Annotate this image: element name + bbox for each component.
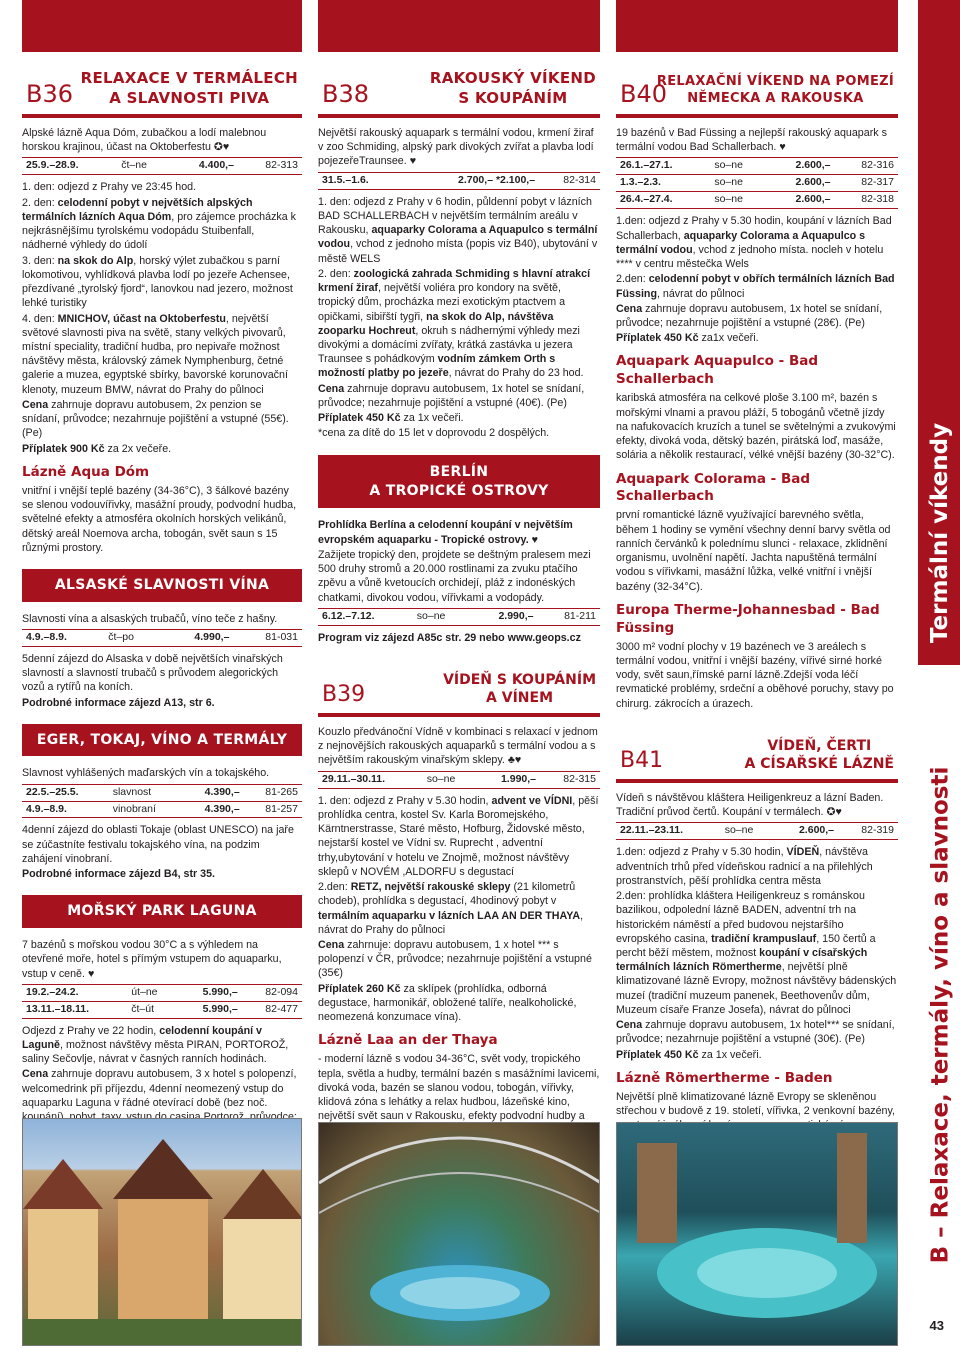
date-row[interactable]: 1.3.–2.3. so–ne 2.600,– 82-317	[616, 175, 898, 192]
date-table	[22, 784, 302, 819]
eger-banner: EGER, TOKAJ, VÍNO A TERMÁLY	[22, 724, 302, 757]
price-includes: Cena zahrnuje dopravu autobusem, 3 x hotel s polopenzí, welcomedrink při příjezdu, 4denní neomezený vstup do aquaparku Laguna v řádné otevírací době (bez noč.	[22, 1068, 297, 1109]
section-text: první romantické lázně využívající barevného světla, během 1 hodiny se vymění všechny denní barvy světla od ranních červánků k polednímu slunci - relaxace, zklidnění organismu, uvolnění napětí. Jachta napuštěná termální vodou s vířivkami, masážní lůžka, velké vnitřní i vnější bazény (32-34°C).	[616, 509, 891, 593]
date-table	[318, 771, 600, 789]
b41-body	[616, 783, 898, 1133]
tour-title: VÍDEŇ, ČERTI A CÍSAŘSKÉ LÁZNĚ	[744, 737, 894, 772]
date-row[interactable]: 25.9.–28.9. čt–ne 4.400,– 82-313	[22, 158, 302, 175]
date-row[interactable]: 26.1.–27.1. so–ne 2.600,– 82-316	[616, 158, 898, 175]
date-table	[318, 172, 600, 190]
date-table	[616, 157, 898, 209]
tour-title: RAKOUSKÝ VÍKEND S KOUPÁNÍM	[429, 69, 596, 107]
b39-body	[318, 717, 600, 1138]
day-1: 1.den: odjezd z Prahy v 5.30 hodin, koupání v lázních Bad Schallerbach, aquaparky Colorama a Aquapulco s termální vodou, vchod z jednoho místa. nocleh v hotelu **** v centru městečka Wels	[616, 215, 892, 271]
day-1: 1.den: odjezd z Prahy v 5.30 hodin, VÍDEŇ, návštěva adventních trhů před vídeňskou radnicí a na přilehlých prostranstvích, pěší prohlídka centra města	[616, 846, 873, 887]
date-row[interactable]: 4.9.–8.9. vinobraní 4.390,– 81-257	[22, 801, 302, 818]
alsace-banner: ALSASKÉ SLAVNOSTI VÍNA	[22, 569, 302, 602]
supplement: Příplatek 450 Kč za1x večeři.	[616, 332, 759, 345]
b41-header	[616, 721, 898, 783]
sidebar-label-bottom: B – Relaxace, termály, víno a slavnosti	[927, 766, 953, 1264]
tour-intro: Alpské lázně Aqua Dóm, zubačkou a lodí malebnou horskou krajinou, účast na Oktoberfestu ✪♥	[22, 127, 267, 154]
tour-code: B41	[620, 747, 664, 773]
tour-intro: 19 bazénů v Bad Füssing a nejlepší rakouský aquapark s termální vodou Bad Schallerbach. ♥	[616, 127, 887, 154]
column-b40	[616, 0, 898, 1134]
colmar-photo	[22, 1118, 302, 1346]
supplement: Příplatek 450 Kč za 1x večeři.	[616, 1048, 762, 1061]
date-table	[22, 629, 302, 647]
tour-code: B38	[322, 80, 370, 108]
alsace-text: 5denní zájezd do Alsaska v době největších vinařských slavností a slavností trubačů s průvodem alegorických vozů a rytířů na koních.	[22, 652, 283, 694]
pool-illustration	[617, 1123, 898, 1346]
date-row[interactable]: 29.11.–30.11. so–ne 1.990,– 82-315	[318, 771, 600, 788]
berlin-program: Program viz zájezd A85c str. 29 nebo www.geops.cz	[318, 631, 581, 644]
berlin-lead: Prohlídka Berlína a celodenní koupání v největším evropském aquaparku - Tropické ostrovy. ♥	[318, 519, 573, 546]
date-table	[22, 984, 302, 1019]
section-title: Lázně Aqua Dóm	[22, 463, 150, 480]
b40-header	[616, 0, 898, 118]
b38-body	[318, 118, 600, 645]
dome-illustration	[319, 1123, 600, 1346]
section-text: - moderní lázně s vodou 34-36°C, svět vody, tropického tepla, světla a hudby, termální bazén s masážními lavicemi, divoká voda, bazén se slanou vodou, tobogán, vířivky, klidová zóna s lehátky a relax hudbou, lázeňské kino, největší svět saun v Rakousku, efekty podvodní hudby a	[318, 1053, 600, 1123]
tour-intro: Vídeň s návštěvou kláštera Heiligenkreuz a lázní Baden. Tradiční průvod čertů. Koupání v termálech. ✪♥	[616, 791, 884, 819]
page-number: 43	[929, 1318, 944, 1333]
b40-body	[616, 118, 898, 711]
date-row[interactable]: 6.12.–7.12. so–ne 2.990,– 81-211	[318, 608, 600, 625]
laguna-text: Odjezd z Prahy ve 22 hodin, celodenní koupání v Laguně, možnost návštěvy města PIRAN, PORTOROŽ, saliny Sečovlje, návrat v časných ranních hodinách.	[22, 1024, 289, 1066]
tour-intro: Kouzlo předvánoční Vídně v kombinaci s relaxací v jednom z nejnovějších rakouských aquaparků s termální vodou a s největším rakouským vinařským sklepy. ♣♥	[318, 726, 598, 767]
eger-intro: Slavnost vyhlášených maďarských vín a tokajského.	[22, 767, 270, 780]
header-bar	[616, 0, 898, 52]
sidebar-label-top: Termální víkendy	[927, 422, 954, 643]
supplement: Příplatek 900 Kč za 2x večeře.	[22, 442, 172, 455]
day-1: 1. den: odjezd z Prahy v 5.30 hodin, advent ve VÍDNI, pěší prohlídka centra, kostel Sv. Karla Boromejského, Kärntnerstrasse, Staré město, Hofburg, Židovské město, nejstarší kostel ve Vídni sv. Ruprecht , adventní trhy,ubytování v hotelu ve Znojmě, možnost návštěvy sklepů v NOVÉM ,ALDORFU s degustací	[318, 794, 599, 878]
section-title: Aquapark Colorama - Bad Schallerbach	[616, 470, 811, 505]
berlin-text: Zažijete tropický den, projdete se deštným pralesem mezi 500 druhy stromů a 20.000 rostlinami za zvuku ptačího zpěvu a vůně kvetoucích orchidejí, pláž z indonéských chatkami, divokou vodou, vířivkami a vodopády.	[318, 548, 591, 604]
tour-code: B36	[26, 80, 74, 108]
tour-code: B39	[322, 682, 366, 708]
price-includes: Cena zahrnuje dopravu autobusem, 1x hotel se snídaní, průvodce; nezahrnuje pojištění a vstupné (28€). (Pe)	[616, 302, 883, 329]
date-row[interactable]: 19.2.–24.2. út–ne 5.990,– 82-094	[22, 984, 302, 1001]
section-text: karibská atmosféra na celkové ploše 3.100 m², bazén s mořskými vlnami a pravou pláží, 5 tobogánů včetně jízdy na nafukovacích kruzích a tunel se světelnými a zvukovými efekty, divoká voda, dětský bazén, pirátská loď, masáže, solária a několik restaurací, vélké vnější bazény (30-32°C).	[616, 392, 896, 462]
header-bar	[318, 0, 600, 52]
eger-text: 4denní zájezd do oblasti Tokaje (oblast UNESCO) na jaře se zúčastníte festivalu tokajského vína, na podzim zahájení vinobraní.	[22, 824, 294, 865]
section-text: Největší plně klimatizované lázně Evropy se skleněnou střechou v budově z 19. století, vířivka, 2 venkovní bazény,	[616, 1090, 896, 1118]
date-row[interactable]: 26.4.–27.4. so–ne 2.600,– 82-318	[616, 192, 898, 209]
b38-header	[318, 0, 600, 118]
day-2: 2. den: celodenní pobyt v největších alpských termálních lázních Aqua Dóm, pro zájemce procházka k nejkrásnějšímu tyrolskému vodopádu Stuibenfall, nádherné výhledy do údolí	[22, 196, 297, 252]
price-includes: Cena zahrnuje dopravu autobusem, 1x hotel se snídaní, průvodce; nezahrnuje pojištění a vstupné (40€). (Pe)	[318, 382, 585, 409]
section-title: Lázně Laa an der Thaya	[318, 1032, 498, 1049]
alsace-info: Podrobné informace zájezd A13, str 6.	[22, 696, 215, 709]
price-includes: Cena zahrnuje: dopravu autobusem, 1 x hotel *** s polopenzí v ČR, průvodce; nezahrnuje pojištění a vstupné (35€)	[318, 939, 592, 980]
supplement: Příplatek 450 Kč za 1x večeři.	[318, 412, 464, 425]
day-2: 2.den: RETZ, největší rakouské sklepy (21 kilometrů chodeb), prohlídka s degustací, 4hodinový pobyt v termálním aquaparku v lázních LAA AN DER THAYA, návrat do Prahy do půlnoci	[318, 881, 584, 936]
column-b36	[22, 0, 302, 1155]
date-row[interactable]: 31.5.–1.6. 2.700,– *2.100,– 82-314	[318, 172, 600, 189]
tour-title: VÍDEŇ S KOUPÁNÍM A VÍNEM	[443, 671, 596, 706]
section-text: vnitřní i vnější teplé bazény (34-36°C), 3 šálkové bazény se slenou vodouvířivky, masážní proudy, podvodní hudba, světelné efekty a atmosféra okolních horských velikánů, dětský areál Noemova archa, tobogán, svět saun s 15 různými prostory.	[22, 484, 297, 554]
b36-header	[22, 0, 302, 118]
supplement: Příplatek 260 Kč za sklípek (prohlídka, odborná degustace, harmonikář, obložené talíře, nealkoholické, neomezená konzumace vína).	[318, 982, 577, 1024]
sidebar	[918, 0, 960, 1357]
date-table	[22, 157, 302, 175]
day-2: 2.den: prohlídka kláštera Heiligenkreuz s románskou bazilikou, odpolední lázně BADEN, adventní trh na historickém náměstí a před budovou nejstaršího evropského casina, tradiční krampuslauf, 150 čertů a percht běží městem, možnost koupání v císařských termálních lázních Römertherme, největší plně klimatizované lázně Evropy, možnost návštěvy bádenských muzeí (tradiční muzeum panenek, Beethovenův dům, Muzeum císaře Franze Josefa), návrat do půlnoci	[616, 890, 897, 1016]
laguna-banner: MOŘSKÝ PARK LAGUNA	[22, 895, 302, 928]
date-row[interactable]: 13.11.–18.11. čt–út 5.990,– 82-477	[22, 1001, 302, 1018]
date-row[interactable]: 22.11.–23.11. so–ne 2.600,– 82-319	[616, 823, 898, 840]
section-title: Aquapark Aquapulco - Bad Schallerbach	[616, 353, 819, 388]
price-includes: Cena zahrnuje dopravu autobusem, 2x penzion se snídaní, průvodce; nezahrnuje pojištění a vstupné (55€). (Pe)	[22, 398, 289, 440]
date-row[interactable]: 22.5.–25.5. slavnost 4.390,– 81-265	[22, 784, 302, 801]
section-text: 3000 m² vodní plochy v 19 bazénech ve 3 areálech s termální vodou, vnitřní i vnější bazény, vířivé sirné horké vody, svět saun,římské parní lázně.Zdejší voda léčí revmatické problémy, srdeční a oběhové poruchy, stavy po chirurg. zákrocích a úrazech.	[616, 640, 894, 710]
date-table	[318, 608, 600, 626]
eger-info: Podrobné informace zájezd B4, str 35.	[22, 868, 216, 881]
tour-title: RELAXACE V TERMÁLECH A SLAVNOSTI PIVA	[80, 69, 298, 107]
price-includes: Cena zahrnuje dopravu autobusem, 1x hotel*** se snídaní, průvodce; nezahrnuje pojištění a vstupné (30€). (Pe)	[616, 1019, 895, 1046]
b39-header	[318, 655, 600, 717]
section-title: Lázně Römertherme - Baden	[616, 1069, 833, 1086]
date-table	[616, 822, 898, 840]
tour-code: B40	[620, 80, 668, 108]
day-2: 2.den: celodenní pobyt v obřích termálních lázních Bad Füssing, návrat do půlnoci	[616, 273, 895, 300]
day-3: 3. den: na skok do Alp, horský výlet zubačkou s parní lokomotivou, vyhlídková plavba lodí po jezeře Achensee, přezdívané „tyrolský fjord“, lanovkou nad jezero, možnost lehké turistiky	[22, 254, 293, 310]
day-4: 4. den: MNICHOV, účast na Oktoberfestu, největší světové slavnosti piva na světě, stany velkých pivovarů, místní speciality, tradiční hudba, pro nepivaře možnost návštěvy města, královský zámek Nymphenburg, četné galerie a muzea, egyptské sbírky, bavorské korunovační klenoty, muzeum BMW, návrat do Prahy do půlnoci	[22, 312, 288, 396]
b36-body	[22, 118, 302, 1154]
berlin-banner: BERLÍN A TROPICKÉ OSTROVY	[318, 455, 600, 509]
date-row[interactable]: 4.9.–8.9. čt–po 4.990,– 81-031	[22, 629, 302, 646]
column-b38	[318, 0, 600, 1139]
day-2: 2. den: zoologická zahrada Schmiding s hlavní atrakcí krmení žiraf, největší voliéra pro kondory na světě, tropický dům, procházka mezi exotickým ptactvem a opičkami, sibiřští tygři, na skok do Alp, návštěva zooparku Hochreut, okruh s nádhernými výhledy mezi divokými a domácími zvířaty, krátká zastávka u jezera Traunsee s pohádkovým vodním zámkem Orth s možností platby po jezeře, návrat do Prahy do 23 hod.	[318, 267, 591, 380]
day-1: 1. den: odjezd z Prahy ve 23:45 hod.	[22, 181, 197, 194]
houses-illustration	[23, 1119, 302, 1346]
alsace-intro: Slavnosti vína a alsaských trubačů, víno teče z hašny.	[22, 612, 278, 625]
day-1: 1. den: odjezd z Prahy v 6 hodin, půldenní pobyt v lázních BAD SCHALLERBACH v největším termálním areálu v Rakousku, aquaparky Colorama a Aquapulco s termální vodou, vchod z jednoho místa (popis viz B40), ubytování v městě WELS	[318, 195, 598, 265]
child-note: *cena za dítě do 15 let v doprovodu 2 dospělých.	[318, 427, 550, 440]
tour-intro: Největší rakouský aquapark s termální vodou, krmení žiraf v zoo Schmiding, alpský park divokých zvířat a plavba lodí pojezeřeTraunsee. ♥	[318, 127, 594, 168]
tropical-islands-photo	[318, 1122, 600, 1346]
laguna-intro: 7 bazénů s mořskou vodou 30°C a s výhledem na otevřené moře, hotel s přímým vstupem do aquaparku, vstup v ceně. ♥	[22, 939, 282, 980]
spa-pool-photo	[616, 1122, 898, 1346]
section-title: Europa Therme-Johannesbad - Bad Füssing	[616, 601, 880, 636]
header-bar	[22, 0, 302, 52]
tour-title: RELAXAČNÍ VÍKEND NA POMEZÍ NĚMECKA A RAKOUSKA	[656, 74, 894, 107]
